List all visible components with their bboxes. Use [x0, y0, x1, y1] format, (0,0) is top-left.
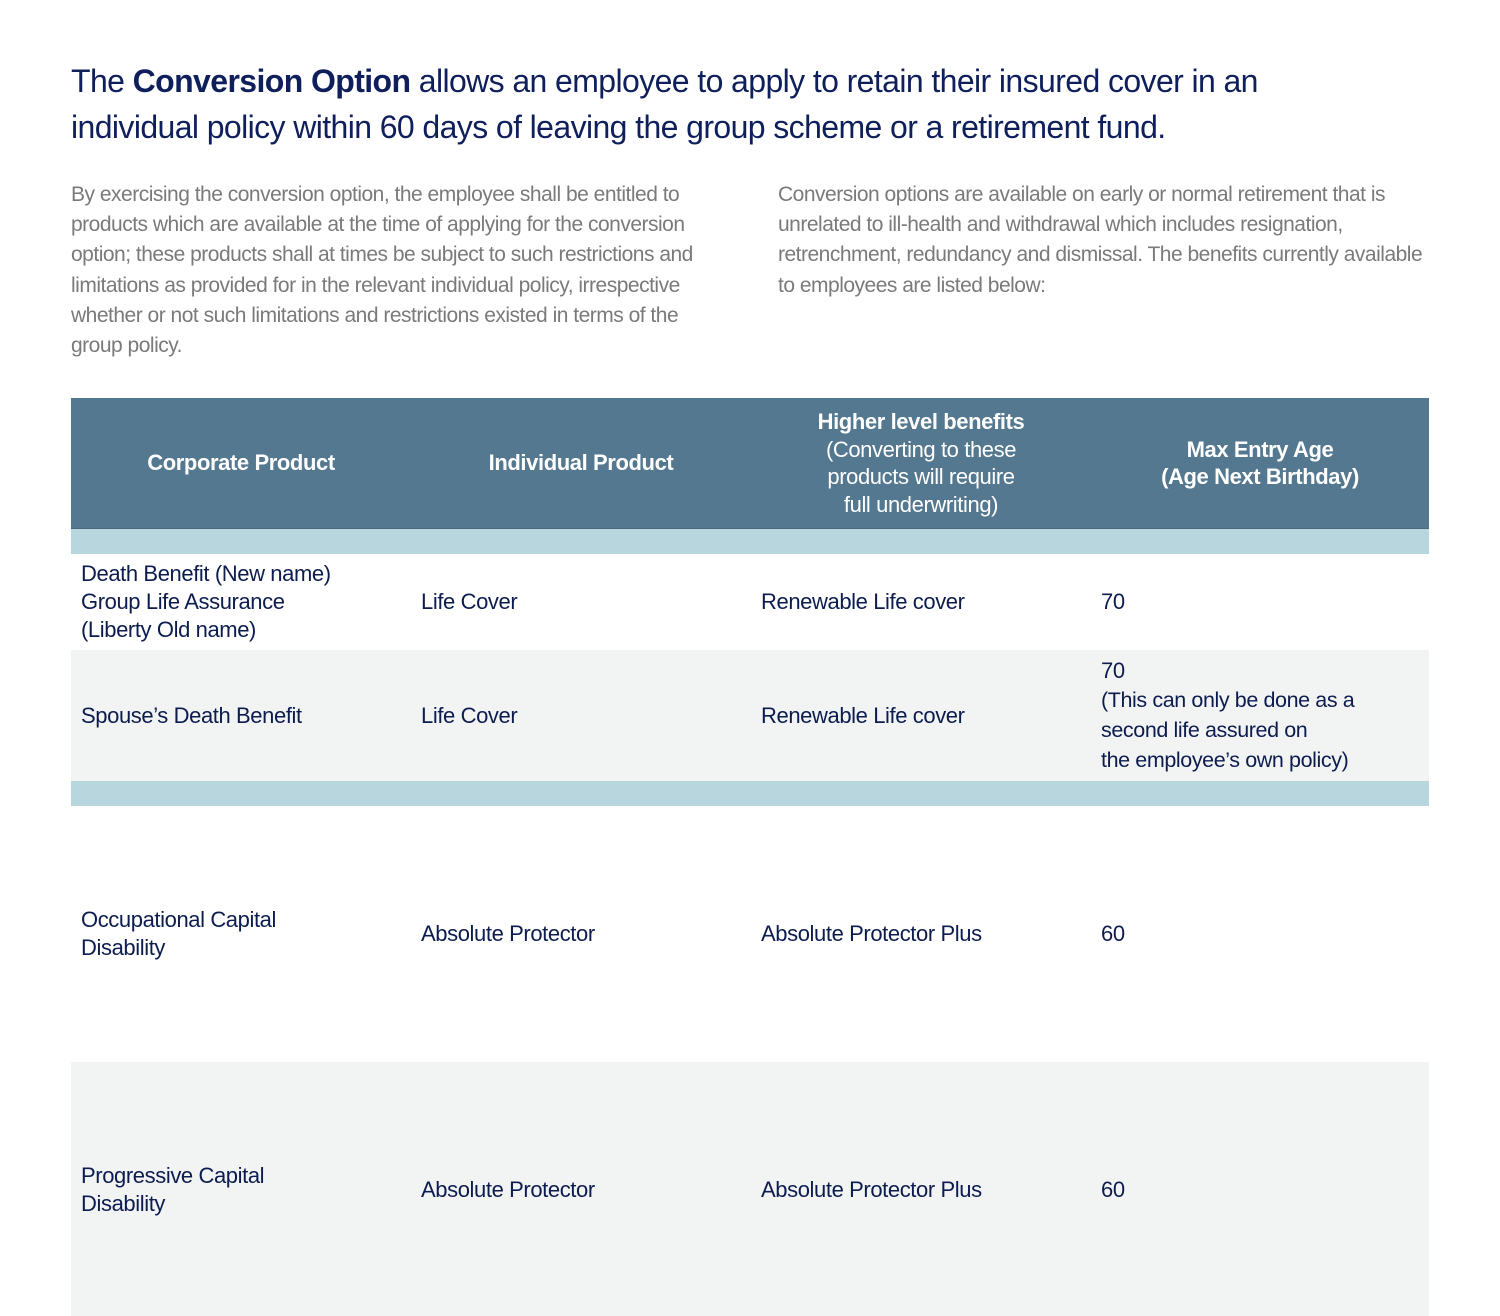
table-separator-band	[71, 781, 1429, 806]
header-higher-title: Higher level benefits	[817, 409, 1025, 434]
intro-prefix: The	[71, 63, 133, 99]
cell-individual: Absolute Protector	[421, 921, 595, 946]
intro-emphasis: Conversion Option	[132, 63, 411, 99]
header-individual-product: Individual Product	[488, 450, 674, 476]
header-max-entry-age	[1091, 436, 1429, 491]
cell-age: 70	[1101, 589, 1125, 614]
cell-higher: Renewable Life cover	[761, 589, 965, 614]
header-age-note: (Age Next Birthday)	[1161, 464, 1359, 489]
cell-individual: Life Cover	[421, 702, 518, 728]
cell-corporate-line: Disability	[81, 1191, 166, 1216]
table-row	[71, 650, 1429, 781]
cell-higher: Renewable Life cover	[761, 702, 965, 728]
cell-individual: Absolute Protector	[421, 1177, 595, 1202]
cell-corporate	[71, 560, 411, 644]
cell-corporate-line: Occupational Capital	[81, 907, 277, 932]
cell-corporate-line: Group Life Assurance	[81, 589, 285, 614]
cell-corporate	[71, 906, 411, 962]
table-header	[71, 398, 1429, 529]
cell-individual: Life Cover	[421, 589, 518, 614]
cell-higher: Absolute Protector Plus	[761, 1177, 982, 1202]
cell-age	[1091, 657, 1429, 775]
paragraph-right: Conversion options are available on early or normal retirement that is unrelated to ill-health and withdrawal which includes resignation, retrenchment, redundancy and dismissal. The benefits currently available to employees are listed below:	[778, 183, 1423, 297]
header-corporate-product: Corporate Product	[147, 450, 335, 476]
cell-corporate-line: Spouse’s Death Benefit	[81, 702, 302, 728]
paragraph-left: By exercising the conversion option, the employee shall be entitled to products which are available at the time of applying for the conversion option; these products shall at times be subject to such restrictions and limitations as provided for in the relevant individual policy, irrespective whether or not such limitations and restrictions existed in terms of the group policy.	[71, 183, 693, 358]
table-row	[71, 806, 1429, 1062]
cell-age-note-line: second life assured on	[1101, 717, 1308, 742]
table-row	[71, 1062, 1429, 1316]
intro-heading	[71, 58, 1371, 150]
cell-corporate	[71, 1162, 411, 1218]
cell-higher: Absolute Protector Plus	[761, 921, 982, 946]
cell-corporate	[71, 702, 411, 730]
table-separator-band	[71, 529, 1429, 554]
cell-corporate-line: (Liberty Old name)	[81, 617, 256, 642]
cell-age: 60	[1101, 1177, 1125, 1202]
cell-age-value: 70	[1101, 657, 1125, 683]
intro-suffix: allows an employee to apply to retain their insured cover in an individual policy within 60 days of leaving the group scheme or a retirement fund.	[71, 63, 1258, 145]
conversion-table	[71, 398, 1429, 1316]
cell-corporate-line: Death Benefit (New name)	[81, 561, 331, 586]
cell-corporate-line: Progressive Capital	[81, 1163, 265, 1188]
header-age-title: Max Entry Age	[1186, 436, 1334, 462]
header-higher-note: (Converting to these products will require full underwriting)	[825, 436, 1017, 517]
cell-corporate-line: Disability	[81, 935, 166, 960]
table-row	[71, 554, 1429, 650]
header-higher-level-benefits	[751, 408, 1091, 518]
cell-age-note-line: (This can only be done as a	[1101, 687, 1355, 712]
cell-age-note-line: the employee’s own policy)	[1101, 747, 1349, 772]
cell-age: 60	[1101, 921, 1125, 946]
